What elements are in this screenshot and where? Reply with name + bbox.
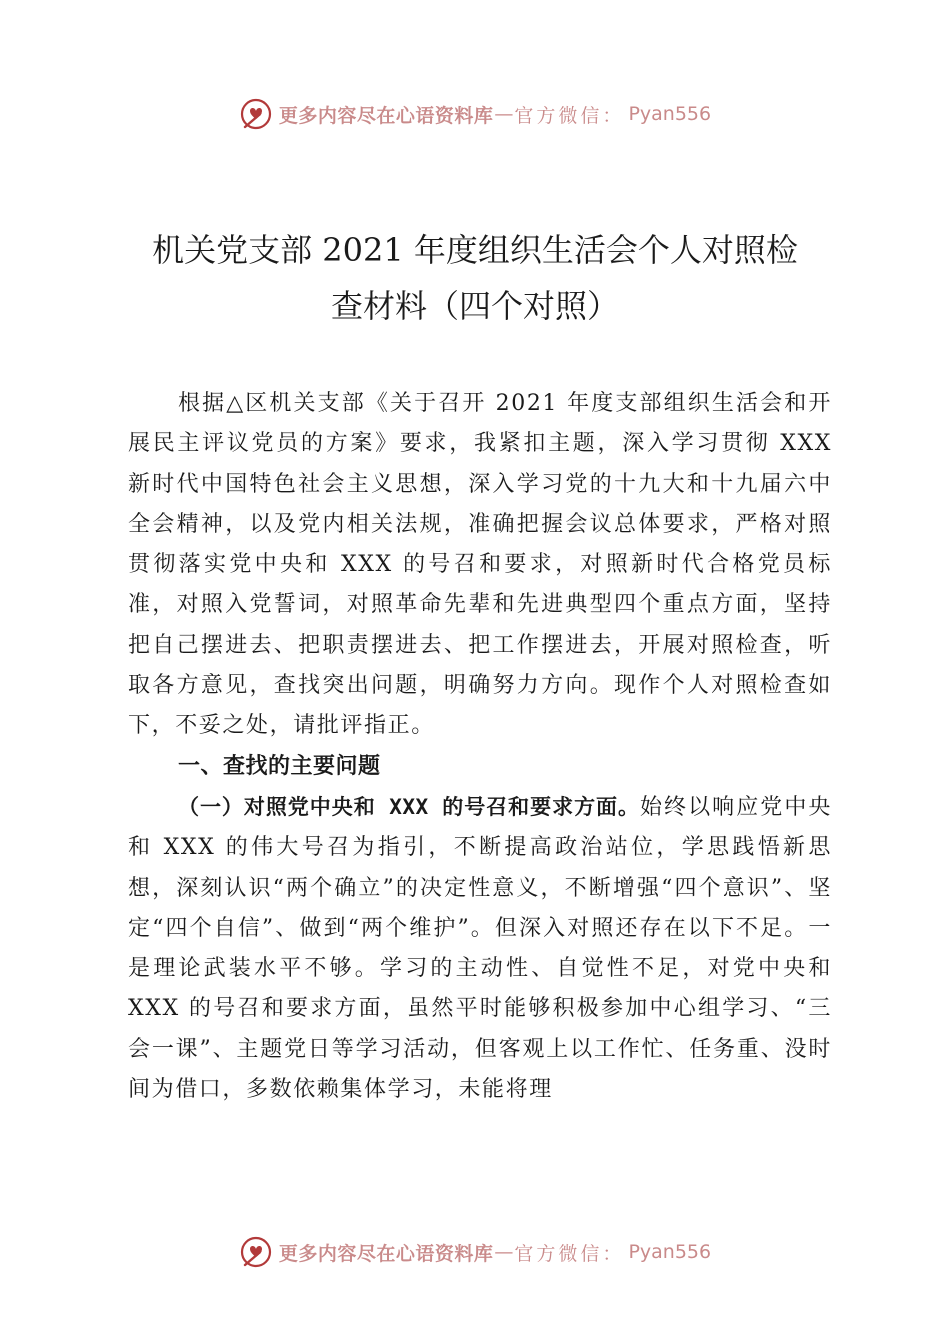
watermark-wechat-id: Pyan556 (628, 103, 712, 125)
title-line-1: 机关党支部 2021 年度组织生活会个人对照检 (152, 231, 798, 269)
watermark-banner-top (0, 94, 950, 134)
document-title (0, 222, 950, 334)
subsection-lead: （一）对照党中央和 XXX 的号召和要求方面。 (178, 794, 640, 819)
intro-paragraph: 根据△区机关支部《关于召开 2021 年度支部组织生活会和开展民主评议党员的方案》要求，我紧扣主题，深入学习贯彻 XXX 新时代中国特色社会主义思想，深入学习党的十九大和十九届六中全会精神，以及党内相关法规，准确把握会议总体要求，严格对照贯彻落实党中央和 XXX 的号召和要求，对照新时代合格党员标准，对照入党誓词，对照革命先辈和先进典型四个重点方面，坚持把自己摆进去、把职责摆进去、把工作摆进去，开展对照检查，听取各方意见，查找突出问题，明确努力方向。现作个人对照检查如下，不妥之处，请批评指正。 (128, 391, 832, 739)
watermark-wechat-label: 官方微信： (514, 1242, 625, 1265)
watermark-separator: — (494, 1241, 514, 1263)
section-heading: 一、查找的主要问题 (178, 753, 381, 779)
watermark-wechat-id: Pyan556 (628, 1241, 712, 1263)
heart-pen-logo-icon (239, 1235, 273, 1269)
watermark-wechat-label: 官方微信： (514, 104, 625, 127)
heart-pen-logo-icon (239, 97, 273, 131)
watermark-brand: 更多内容尽在心语资料库 (278, 1242, 494, 1265)
subsection-paragraph (128, 787, 832, 1110)
title-line-2: 查材料（四个对照） (330, 287, 619, 325)
watermark-banner-bottom (0, 1232, 950, 1272)
watermark-separator: — (494, 103, 514, 125)
document-body (128, 384, 832, 1110)
watermark-brand: 更多内容尽在心语资料库 (278, 104, 494, 127)
subsection-body: 始终以响应党中央和 XXX 的伟大号召为指引，不断提高政治站位，学思践悟新思想，深刻认识“两个确立”的决定性意义，不断增强“四个意识”、坚定“四个自信”、做到“两个维护”。但深入对照还存在以下不足。一是理论武装水平不够。学习的主动性、自觉性不足，对党中央和 XXX 的号召和要求方面，虽然平时能够积极参加中心组学习、“三会一课”、主题党日等学习活动，但客观上以工作忙、任务重、没时间为借口，多数依赖集体学习，未能将理 (128, 794, 832, 1103)
